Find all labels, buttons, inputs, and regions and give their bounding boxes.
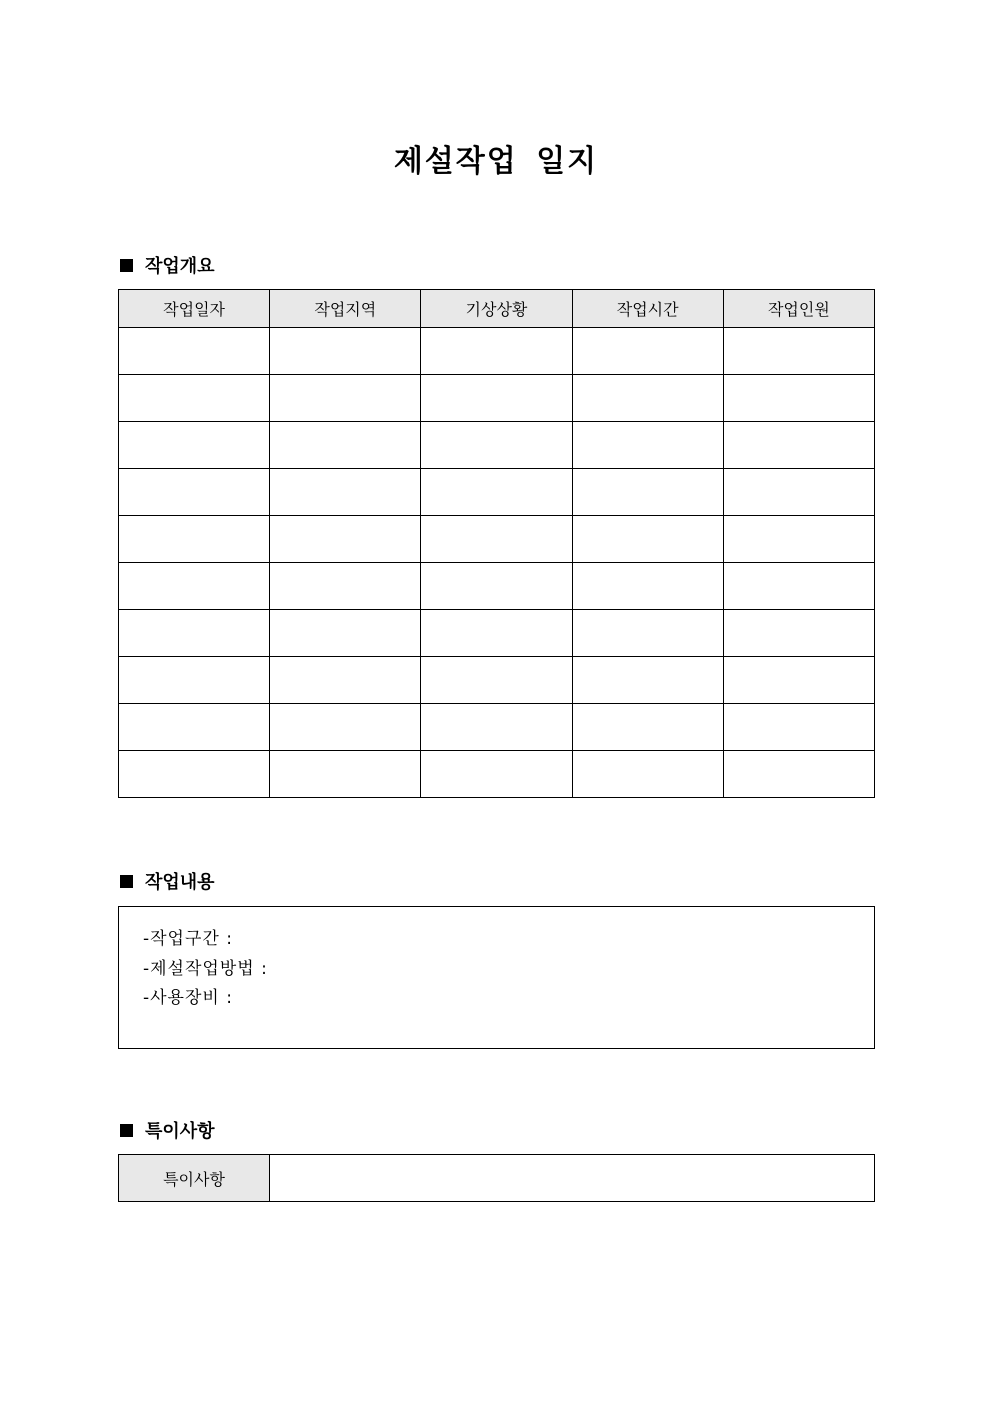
- table-cell[interactable]: [421, 610, 572, 657]
- table-row: [119, 328, 875, 375]
- work-section-line: -작업구간 :: [143, 929, 233, 949]
- table-cell[interactable]: [723, 375, 874, 422]
- table-cell[interactable]: [270, 704, 421, 751]
- table-cell[interactable]: [421, 516, 572, 563]
- table-cell[interactable]: [723, 704, 874, 751]
- table-cell[interactable]: [270, 610, 421, 657]
- table-cell[interactable]: [119, 610, 270, 657]
- table-cell[interactable]: [572, 422, 723, 469]
- column-header-workers: 작업인원: [723, 290, 874, 328]
- section-heading-label: 특이사항: [145, 1121, 215, 1142]
- square-bullet-icon: [120, 259, 133, 272]
- snow-removal-method-line: -제설작업방법 :: [143, 958, 268, 979]
- table-cell[interactable]: [723, 328, 874, 375]
- equipment-used-line: -사용장비 :: [143, 988, 233, 1008]
- work-content-box[interactable]: [118, 906, 875, 1049]
- table-cell[interactable]: [119, 516, 270, 563]
- table-cell[interactable]: [270, 422, 421, 469]
- table-row: [119, 657, 875, 704]
- table-row: [119, 469, 875, 516]
- table-row: [119, 422, 875, 469]
- table-cell[interactable]: [119, 657, 270, 704]
- table-cell[interactable]: [572, 610, 723, 657]
- table-cell[interactable]: [270, 563, 421, 610]
- square-bullet-icon: [120, 1124, 133, 1137]
- table-cell[interactable]: [421, 657, 572, 704]
- table-cell[interactable]: [723, 563, 874, 610]
- table-cell[interactable]: [572, 375, 723, 422]
- table-cell[interactable]: [119, 704, 270, 751]
- table-cell[interactable]: [421, 469, 572, 516]
- table-cell[interactable]: [270, 657, 421, 704]
- table-cell[interactable]: [723, 516, 874, 563]
- table-cell[interactable]: [421, 704, 572, 751]
- table-cell[interactable]: [270, 751, 421, 798]
- notes-label-cell: 특이사항: [119, 1155, 270, 1202]
- table-cell[interactable]: [723, 657, 874, 704]
- square-bullet-icon: [120, 875, 133, 888]
- section-heading-content: [120, 869, 215, 893]
- column-header-weather: 기상상황: [421, 290, 572, 328]
- table-row: [119, 375, 875, 422]
- table-cell[interactable]: [572, 328, 723, 375]
- table-cell[interactable]: [119, 563, 270, 610]
- table-row: [119, 516, 875, 563]
- table-cell[interactable]: [572, 516, 723, 563]
- table-cell[interactable]: [119, 328, 270, 375]
- table-cell[interactable]: [119, 751, 270, 798]
- section-heading-label: 작업개요: [145, 256, 215, 277]
- table-cell[interactable]: [270, 516, 421, 563]
- table-cell[interactable]: [421, 751, 572, 798]
- table-cell[interactable]: [572, 704, 723, 751]
- section-heading-overview: [120, 253, 215, 277]
- table-cell[interactable]: [270, 469, 421, 516]
- table-row: [119, 610, 875, 657]
- table-cell[interactable]: [421, 328, 572, 375]
- table-row: [119, 751, 875, 798]
- table-cell[interactable]: [572, 563, 723, 610]
- table-cell[interactable]: [119, 469, 270, 516]
- work-content-lines: [143, 925, 268, 1014]
- table-cell[interactable]: [723, 751, 874, 798]
- table-cell[interactable]: [572, 751, 723, 798]
- table-cell[interactable]: [119, 422, 270, 469]
- table-cell[interactable]: [421, 563, 572, 610]
- notes-table: [118, 1154, 875, 1202]
- table-cell[interactable]: [421, 422, 572, 469]
- table-cell[interactable]: [572, 657, 723, 704]
- column-header-date: 작업일자: [119, 290, 270, 328]
- column-header-time: 작업시간: [572, 290, 723, 328]
- table-cell[interactable]: [723, 469, 874, 516]
- table-cell[interactable]: [572, 469, 723, 516]
- table-cell[interactable]: [270, 328, 421, 375]
- section-heading-notes: [120, 1118, 215, 1142]
- notes-row: [119, 1155, 875, 1202]
- section-heading-label: 작업내용: [145, 872, 215, 893]
- page-title: 제설작업 일지: [393, 144, 599, 179]
- notes-value-cell[interactable]: [270, 1155, 875, 1202]
- table-cell[interactable]: [270, 375, 421, 422]
- overview-table: [118, 289, 875, 798]
- table-row: [119, 704, 875, 751]
- column-header-area: 작업지역: [270, 290, 421, 328]
- table-cell[interactable]: [421, 375, 572, 422]
- table-cell[interactable]: [723, 610, 874, 657]
- table-cell[interactable]: [119, 375, 270, 422]
- table-header-row: [119, 290, 875, 328]
- table-row: [119, 563, 875, 610]
- table-cell[interactable]: [723, 422, 874, 469]
